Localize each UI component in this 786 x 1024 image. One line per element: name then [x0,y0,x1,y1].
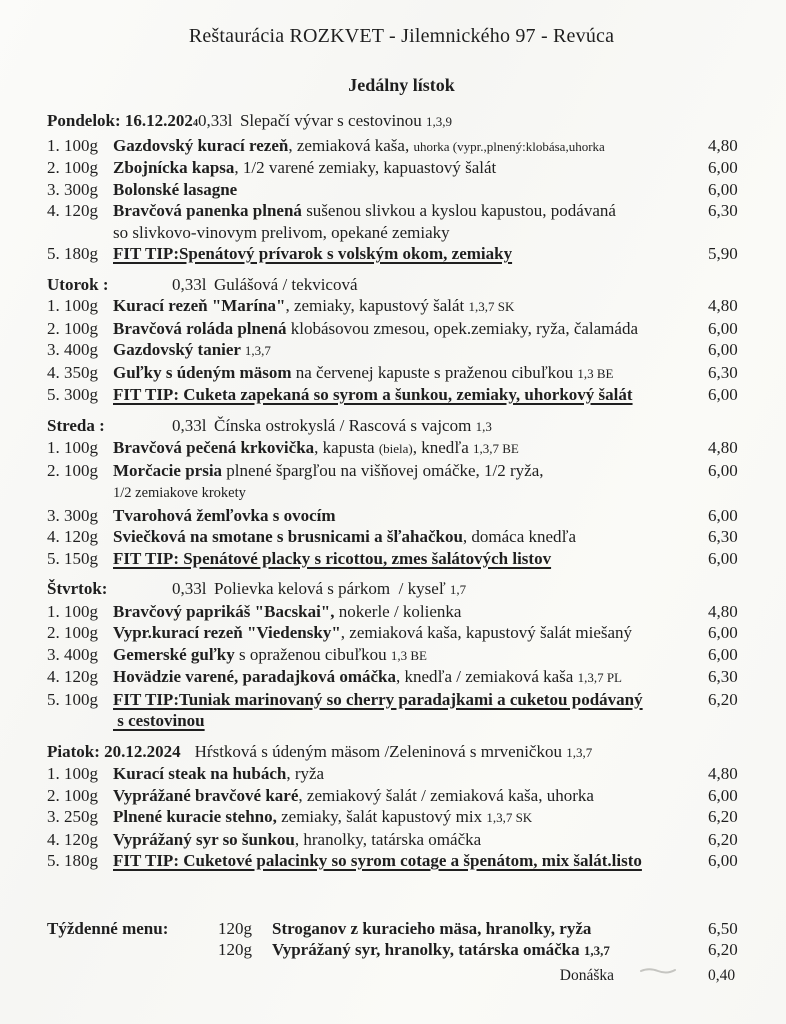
text-part: Plnené kuracie stehno, [113,807,277,826]
menu-item-row [47,829,756,851]
menu-item-row [47,362,756,385]
scan-smudge-artifact [614,965,702,975]
text-part: Vyprážaný syr, hranolky, tatárska omáčka [272,940,584,959]
menu-item-row [47,644,756,667]
text-part: 4 [192,118,198,129]
item-text-line [113,644,702,667]
item-price: 6,00 [708,851,738,870]
text-part: Hŕstková s údeným mäsom /Zeleninová s mrveničkou [194,741,567,761]
weekly-text-line [272,939,702,962]
menu-item-row [47,179,756,201]
menu-item-row [47,806,756,829]
item-number-weight: 1. 100g [47,135,98,155]
item-text-line [113,437,702,460]
text-part: Pondelok: 16.12.202 [47,111,193,130]
item-description [113,437,702,460]
text-part: , knedľa [412,438,474,457]
day-section [47,274,756,406]
item-price: 6,20 [708,829,738,849]
item-description [113,243,702,265]
item-price: 6,30 [708,362,738,382]
item-description [113,384,702,406]
menu-item-row [47,437,756,460]
item-text-line [113,806,702,829]
item-description [113,295,702,318]
soup-portion: 0,33l [172,415,207,435]
item-price: 4,80 [708,296,738,315]
text-part: Bravčová pečená krkovička [113,438,315,457]
soup-name [214,415,492,438]
text-part: so slivkovo-vinovym prelivom, opekané zemiaky [113,222,450,242]
soup-name [195,741,593,764]
weekly-weight: 120g [218,940,252,959]
item-price: 6,00 [708,179,738,199]
item-description [113,179,702,201]
text-part: , zemiaková kaša, [288,135,414,155]
menu-item-row [47,601,756,623]
text-part: , hranolky, tatárska omáčka [294,829,482,849]
item-price: 6,20 [708,689,738,709]
text-part: , domáca knedľa [462,527,577,546]
item-price: 6,00 [708,340,738,359]
weekly-description [272,939,702,962]
item-price: 6,00 [708,785,738,805]
item-number-weight: 5. 180g [47,851,98,870]
delivery-price: 0,40 [708,966,736,984]
text-part: 1,3,7 [566,744,593,760]
item-text-line [113,601,702,623]
text-part: Čínska ostrokyslá / Rascová s vajcom [214,415,476,435]
item-description [113,318,702,340]
soup-portion: 0,33l [197,111,233,130]
soup-portion: 0,33l [172,579,207,598]
day-header [47,741,756,764]
item-description [113,135,702,158]
text-part: FIT TIP: Spenátové placky s ricottou, zmes šalátových listov [113,548,552,568]
item-price: 6,00 [708,623,738,642]
item-price: 6,30 [708,201,738,220]
item-text-line [113,548,702,570]
text-part: Hovädzie varené, paradajková omáčka [113,667,397,686]
item-text-line [113,526,702,548]
item-price: 6,00 [708,548,738,568]
menu-item-row [47,318,756,340]
text-part: 1/2 zemiakove krokety [113,485,246,501]
item-number-weight: 3. 300g [47,505,98,525]
delivery-label: Donáška [559,966,614,984]
text-part: FIT TIP:Tuniak marinovaný so cherry paradajkami a cuketou podávaný [113,689,643,709]
menu-item-row [47,384,756,406]
item-text-line [113,481,702,505]
item-text-line [113,622,702,644]
item-price: 5,90 [708,244,738,263]
item-number-weight: 3. 250g [47,807,98,826]
item-description [113,362,702,385]
menu-days [47,110,756,872]
weekly-description [272,918,702,940]
text-part: 1,3,7 BE [473,441,519,456]
text-part: s cestovinou [113,711,205,730]
text-part: , 1/2 varené zemiaky, kapuastový šalát [234,158,497,177]
text-part: FIT TIP:Spenátový prívarok s volským okom, zemiaky [113,244,513,263]
menu-item-row [47,526,756,548]
item-text-line [113,157,702,179]
item-text-line [113,505,702,527]
item-description [113,622,702,644]
menu-item-row [47,135,756,158]
text-part: , knedľa / zemiaková kaša [396,667,578,686]
item-number-weight: 4. 120g [47,829,98,849]
item-description [113,460,702,505]
text-part: 1,7 [449,582,467,597]
text-part: Gazdovský tanier [113,340,245,359]
item-price: 6,00 [708,158,738,177]
menu-item-row [47,548,756,570]
text-part: , zemiaky, kapustový šalát [285,296,469,315]
text-part: Piatok: 20.12.2024 [47,741,181,761]
text-part: 1,3 BE [390,647,427,663]
weekly-menu [47,918,756,987]
item-description [113,763,702,785]
item-price: 4,80 [708,764,738,783]
text-part: 1,3,9 [425,114,452,129]
item-text-line [113,460,702,482]
item-number-weight: 4. 350g [47,362,98,382]
text-part: Guľky s údeným mäsom [113,362,292,382]
text-part: Vyprážané bravčové karé [113,785,299,805]
day-header [47,415,756,438]
item-number-weight: 3. 400g [47,340,98,359]
text-part: uhorka (vypr.,plnený:klobása,uhorka [413,138,605,154]
text-part: Bravčová panenka plnená [113,201,302,220]
text-part: , kapusta [314,438,379,457]
text-part: Polievka kelová s párkom / kyseľ [214,579,450,598]
item-price: 6,30 [708,527,738,546]
text-part: Slepačí vývar s cestovinou [239,111,426,130]
menu-item-row [47,243,756,265]
delivery-row [47,965,756,987]
item-number-weight: 1. 100g [47,601,98,621]
text-part: Bravčová roláda plnená [113,318,287,338]
item-number-weight: 2. 100g [47,785,98,805]
item-price: 6,00 [708,318,738,338]
day-section [47,578,756,732]
item-description [113,505,702,527]
menu-item-row [47,157,756,179]
item-text-line [113,200,702,222]
item-text-line [113,318,702,340]
menu-item-row [47,200,756,243]
item-number-weight: 4. 120g [47,667,98,686]
text-part: 1,3,7 SK [468,299,515,314]
item-text-line [113,710,702,732]
item-price: 6,20 [708,807,738,826]
text-part: Bolonské lasagne [113,179,238,199]
item-number-weight: 5. 180g [47,244,98,263]
item-description [113,850,702,872]
item-description [113,339,702,362]
menu-title: Jedálny lístok [348,75,455,95]
menu-item-row [47,763,756,785]
text-part: Utorok : [47,274,109,294]
text-part: na červenej kapuste s praženou cibuľkou [291,362,578,382]
item-text-line [113,829,702,851]
day-label [47,415,172,437]
item-price: 4,80 [708,135,738,155]
item-description [113,548,702,570]
item-price: 6,00 [708,385,738,404]
restaurant-title: Reštaurácia ROZKVET - Jilemnického 97 - Revúca [188,25,615,47]
item-description [113,526,702,548]
soup-name [240,110,452,133]
item-number-weight: 5. 300g [47,385,98,404]
item-price: 4,80 [708,438,738,457]
text-part: FIT TIP: Cuketa zapekaná so syrom a šunkou, zemiaky, uhorkový šalát [113,385,633,404]
text-part: Gazdovský kurací rezeň [113,135,289,155]
weekly-price: 6,20 [708,940,738,959]
menu-item-row [47,689,756,732]
text-part: plnené špargľou na višňovej omáčke, 1/2 ryža, [222,460,544,480]
item-number-weight: 2. 100g [47,318,98,338]
day-label [47,274,172,296]
text-part: Stroganov z kuracieho mäsa, hranolky, ryža [272,918,592,938]
text-part: sušenou slivkou a kyslou kapustou, podávaná [301,201,616,220]
weekly-weight: 120g [218,918,252,938]
smudge-icon [638,965,678,975]
text-part: Zbojnícka kapsa [113,158,235,177]
menu-item-row [47,339,756,362]
text-part: , zemiakový šalát / zemiaková kaša, uhorka [298,785,594,805]
text-part: nokerle / kolienka [334,601,462,621]
item-description [113,829,702,851]
soup-name [214,274,358,296]
text-part: s opraženou cibuľkou [234,644,391,664]
item-description [113,785,702,807]
text-part: 1,3,7 [583,943,610,958]
text-part: 1,3,7 [244,343,271,358]
day-section [47,110,756,265]
weekly-rows [47,918,756,962]
day-section [47,741,756,872]
item-price: 6,00 [708,460,738,480]
menu-item-row [47,666,756,689]
day-section [47,415,756,570]
menu-item-row [47,850,756,872]
item-text-line [113,135,702,158]
text-part: 1,3 BE [577,365,614,381]
text-part: Morčacie prsia [113,460,223,480]
text-part: Streda : [47,415,105,435]
text-part: Gulášová / tekvicová [214,274,358,294]
day-label [47,741,181,763]
item-text-line [113,666,702,689]
item-text-line [113,243,702,265]
menu-item-row [47,460,756,505]
item-description [113,601,702,623]
item-text-line [113,850,702,872]
day-label [47,578,172,600]
text-part: Sviečková na smotane s brusnicami a šľahačkou [113,527,463,546]
text-part: klobásovou zmesou, opek.zemiaky, ryža, čalamáda [286,318,638,338]
text-part: Tvarohová žemľovka s ovocím [113,505,336,525]
item-price: 4,80 [708,601,738,621]
soup-portion: 0,33l [172,274,207,294]
menu-item-row [47,505,756,527]
day-header [47,274,756,296]
item-number-weight: 4. 120g [47,201,98,220]
day-header [47,578,756,601]
text-part: Kurací steak na hubách [113,764,287,783]
item-description [113,157,702,179]
item-number-weight: 1. 100g [47,438,98,457]
weekly-label: Týždenné menu: [47,918,169,938]
item-description [113,806,702,829]
item-price: 6,30 [708,667,738,686]
text-part: Vypr.kurací rezeň "Viedensky" [113,623,341,642]
item-text-line [113,384,702,406]
text-part: , ryža [286,764,325,783]
weekly-row [47,918,756,940]
soup-name [214,578,466,601]
item-number-weight: 5. 150g [47,548,98,568]
item-description [113,200,702,243]
item-number-weight: 5. 100g [47,689,98,709]
item-description [113,666,702,689]
item-text-line [113,222,702,244]
text-part: Vyprážaný syr so šunkou [113,829,295,849]
item-number-weight: 3. 300g [47,179,98,199]
text-part: 1,3,7 SK [486,810,533,825]
weekly-row [47,939,756,962]
text-part: 1,3 [475,418,492,434]
text-part: , zemiaková kaša, kapustový šalát miešaný [340,623,633,642]
item-text-line [113,362,702,385]
item-text-line [113,295,702,318]
menu-item-row [47,785,756,807]
item-text-line [113,763,702,785]
item-text-line [113,339,702,362]
item-text-line [113,689,702,711]
item-description [113,644,702,667]
text-part: (biela) [378,441,413,456]
day-header [47,110,756,135]
text-part: 1,3,7 PL [577,670,622,685]
item-number-weight: 1. 100g [47,764,98,783]
menu-item-row [47,295,756,318]
text-part: Štvrtok: [47,579,108,598]
item-text-line [113,179,702,201]
text-part: Kurací rezeň "Marína" [113,296,286,315]
item-number-weight: 1. 100g [47,296,98,315]
item-number-weight: 2. 100g [47,158,98,177]
item-price: 6,00 [708,505,738,525]
text-part: Gemerské guľky [113,644,235,664]
item-price: 6,00 [708,644,738,664]
item-number-weight: 2. 100g [47,460,98,480]
item-number-weight: 3. 400g [47,644,98,664]
day-label [47,110,198,135]
weekly-price: 6,50 [708,918,738,938]
item-number-weight: 4. 120g [47,527,98,546]
item-number-weight: 2. 100g [47,623,98,642]
text-part: FIT TIP: Cuketové palacinky so syrom cotage a špenátom, mix šalát.listo [113,851,642,870]
text-part: zemiaky, šalát kapustový mix [276,807,487,826]
weekly-text-line [272,918,702,940]
menu-item-row [47,622,756,644]
text-part: Bravčový paprikáš "Bacskai", [113,601,335,621]
item-description [113,689,702,732]
item-text-line [113,785,702,807]
